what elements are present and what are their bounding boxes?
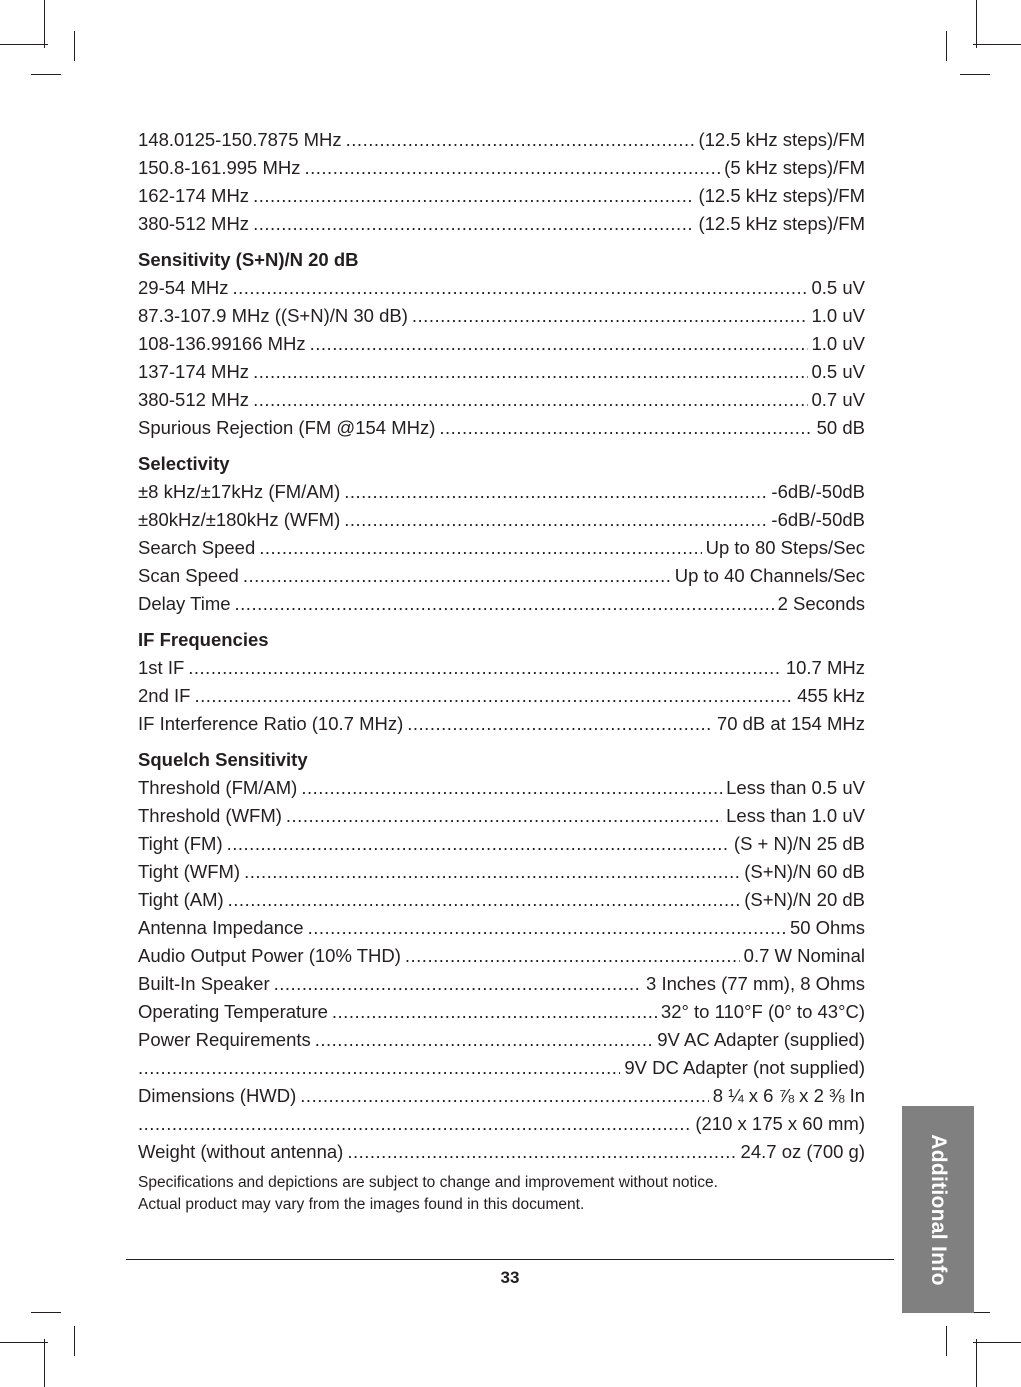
spec-label: Built-In Speaker [138,973,270,994]
spec-row [138,970,865,998]
spec-row [138,330,865,358]
spec-label: Threshold (WFM) [138,805,282,826]
dot-leader [227,830,730,858]
dot-leader [259,534,701,562]
spec-row [138,126,865,154]
spec-row [138,1026,865,1054]
side-tab-label: Additional Info [927,1133,950,1286]
spec-label: Spurious Rejection (FM @154 MHz) [138,417,436,438]
dot-leader [308,914,786,942]
spec-row [138,590,865,618]
spec-label: Dimensions (HWD) [138,1085,297,1106]
section-heading: Squelch Sensitivity [138,749,308,770]
dot-leader [407,710,713,738]
dot-leader [253,210,694,238]
spec-value: (12.5 kHz steps)/FM [698,213,865,234]
spec-row [138,654,865,682]
section-heading: Selectivity [138,453,230,474]
dot-leader [194,682,793,710]
footer-rule [126,1259,894,1260]
dot-leader [305,154,721,182]
spec-label: 29-54 MHz [138,277,229,298]
spec-value: 1.0 uV [811,305,865,326]
spec-value: (S+N)/N 60 dB [744,861,865,882]
spec-value: (12.5 kHz steps)/FM [698,185,865,206]
spec-value: 0.7 W Nominal [743,945,865,966]
spec-value: 1.0 uV [811,333,865,354]
spec-label: Scan Speed [138,565,239,586]
crop-mark [976,1339,977,1387]
spec-row [138,302,865,330]
spec-row [138,478,865,506]
dot-leader [346,126,695,154]
spec-row [138,830,865,858]
crop-mark [31,74,61,75]
dot-leader [232,274,807,302]
spec-label: Operating Temperature [138,1001,328,1022]
dot-leader [412,302,808,330]
spec-value: 2 Seconds [777,593,865,614]
spec-label: 87.3-107.9 MHz ((S+N)/N 30 dB) [138,305,408,326]
spec-value: 455 kHz [797,685,865,706]
side-section-tab [902,1106,974,1313]
spec-row [138,358,865,386]
dot-leader [235,590,774,618]
spec-row [138,562,865,590]
section-heading: Sensitivity (S+N)/N 20 dB [138,249,359,270]
crop-mark [44,0,45,48]
dot-leader [286,802,722,830]
spec-value: (S+N)/N 20 dB [744,889,865,910]
spec-row [138,710,865,738]
spec-row [138,858,865,886]
dot-leader [344,506,767,534]
crop-mark [973,1342,1021,1343]
spec-label: Search Speed [138,537,256,558]
crop-mark [44,1339,45,1387]
spec-row [138,1054,865,1082]
dot-leader [253,182,694,210]
dot-leader [243,562,671,590]
dot-leader [344,478,767,506]
spec-label: Weight (without antenna) [138,1141,344,1162]
spec-value: 50 dB [816,417,865,438]
spec-row [138,154,865,182]
spec-value: 10.7 MHz [785,657,865,678]
spec-value: 0.5 uV [811,361,865,382]
spec-value: 50 Ohms [789,917,865,938]
crop-mark [946,1326,947,1356]
crop-mark [946,31,947,61]
spec-row [138,1110,865,1138]
spec-value: 24.7 oz (700 g) [740,1141,865,1162]
dot-leader [301,774,722,802]
spec-value: -6dB/-50dB [771,481,865,502]
dot-leader [244,858,740,886]
spec-value: 8 ¼ x 6 ⅞ x 2 ⅜ In [712,1085,865,1106]
spec-label: ±80kHz/±180kHz (WFM) [138,509,341,530]
spec-value: 0.5 uV [811,277,865,298]
spec-value: 9V DC Adapter (not supplied) [624,1057,865,1078]
spec-row [138,414,865,442]
dot-leader [347,1138,736,1166]
crop-mark [960,74,990,75]
spec-value: -6dB/-50dB [771,509,865,530]
spec-value: Up to 40 Channels/Sec [674,565,865,586]
spec-row [138,1138,865,1166]
spec-value: (12.5 kHz steps)/FM [698,129,865,150]
disclaimer-note [138,1172,865,1216]
spec-label: Audio Output Power (10% THD) [138,945,401,966]
spec-label: IF Interference Ratio (10.7 MHz) [138,713,404,734]
spec-label: ±8 kHz/±17kHz (FM/AM) [138,481,341,502]
dot-leader [228,886,741,914]
spec-label: 1st IF [138,657,185,678]
dot-leader [439,414,812,442]
spec-row [138,210,865,238]
spec-label: Delay Time [138,593,231,614]
spec-row [138,774,865,802]
spec-label: Tight (WFM) [138,861,241,882]
spec-label: 148.0125-150.7875 MHz [138,129,342,150]
dot-leader [138,1054,620,1082]
spec-row [138,802,865,830]
dot-leader [332,998,657,1026]
spec-row [138,914,865,942]
dot-leader [138,1110,691,1138]
spec-label: Threshold (FM/AM) [138,777,298,798]
page-number: 33 [500,1268,520,1287]
spec-label: Tight (AM) [138,889,224,910]
spec-label: 137-174 MHz [138,361,250,382]
dot-leader [315,1026,654,1054]
spec-value: Less than 1.0 uV [726,805,865,826]
spec-row [138,942,865,970]
spec-label: Tight (FM) [138,833,223,854]
spec-value: (S + N)/N 25 dB [733,833,865,854]
dot-leader [188,654,782,682]
spec-label: Power Requirements [138,1029,311,1050]
crop-mark [973,44,1021,45]
spec-value: Up to 80 Steps/Sec [705,537,865,558]
spec-row [138,886,865,914]
spec-row [138,1082,865,1110]
spec-list [138,126,865,1216]
crop-mark [31,1312,61,1313]
crop-mark [74,31,75,61]
spec-value: 9V AC Adapter (supplied) [657,1029,865,1050]
dot-leader [310,330,808,358]
spec-value: Less than 0.5 uV [726,777,865,798]
note-line: Actual product may vary from the images found in this document. [138,1196,585,1213]
spec-label: 162-174 MHz [138,185,250,206]
crop-mark [74,1326,75,1356]
section-heading: IF Frequencies [138,629,269,650]
dot-leader [253,386,807,414]
spec-value: 3 Inches (77 mm), 8 Ohms [646,973,865,994]
spec-row [138,682,865,710]
spec-label: 108-136.99166 MHz [138,333,306,354]
spec-value: 0.7 uV [811,389,865,410]
crop-mark [0,44,48,45]
spec-row [138,534,865,562]
crop-mark [0,1342,48,1343]
note-line: Specifications and depictions are subject to change and improvement without notice. [138,1174,718,1191]
spec-row [138,274,865,302]
dot-leader [405,942,740,970]
spec-value: 32° to 110°F (0° to 43°C) [660,1001,865,1022]
spec-row [138,386,865,414]
spec-value: (210 x 175 x 60 mm) [695,1113,865,1134]
spec-label: Antenna Impedance [138,917,304,938]
spec-row [138,182,865,210]
dot-leader [253,358,807,386]
dot-leader [300,1082,709,1110]
spec-label: 380-512 MHz [138,389,250,410]
dot-leader [274,970,642,998]
spec-row [138,998,865,1026]
spec-value: (5 kHz steps)/FM [724,157,865,178]
spec-value: 70 dB at 154 MHz [716,713,865,734]
crop-mark [976,0,977,48]
spec-label: 380-512 MHz [138,213,250,234]
spec-label: 2nd IF [138,685,191,706]
spec-row [138,506,865,534]
spec-label: 150.8-161.995 MHz [138,157,301,178]
